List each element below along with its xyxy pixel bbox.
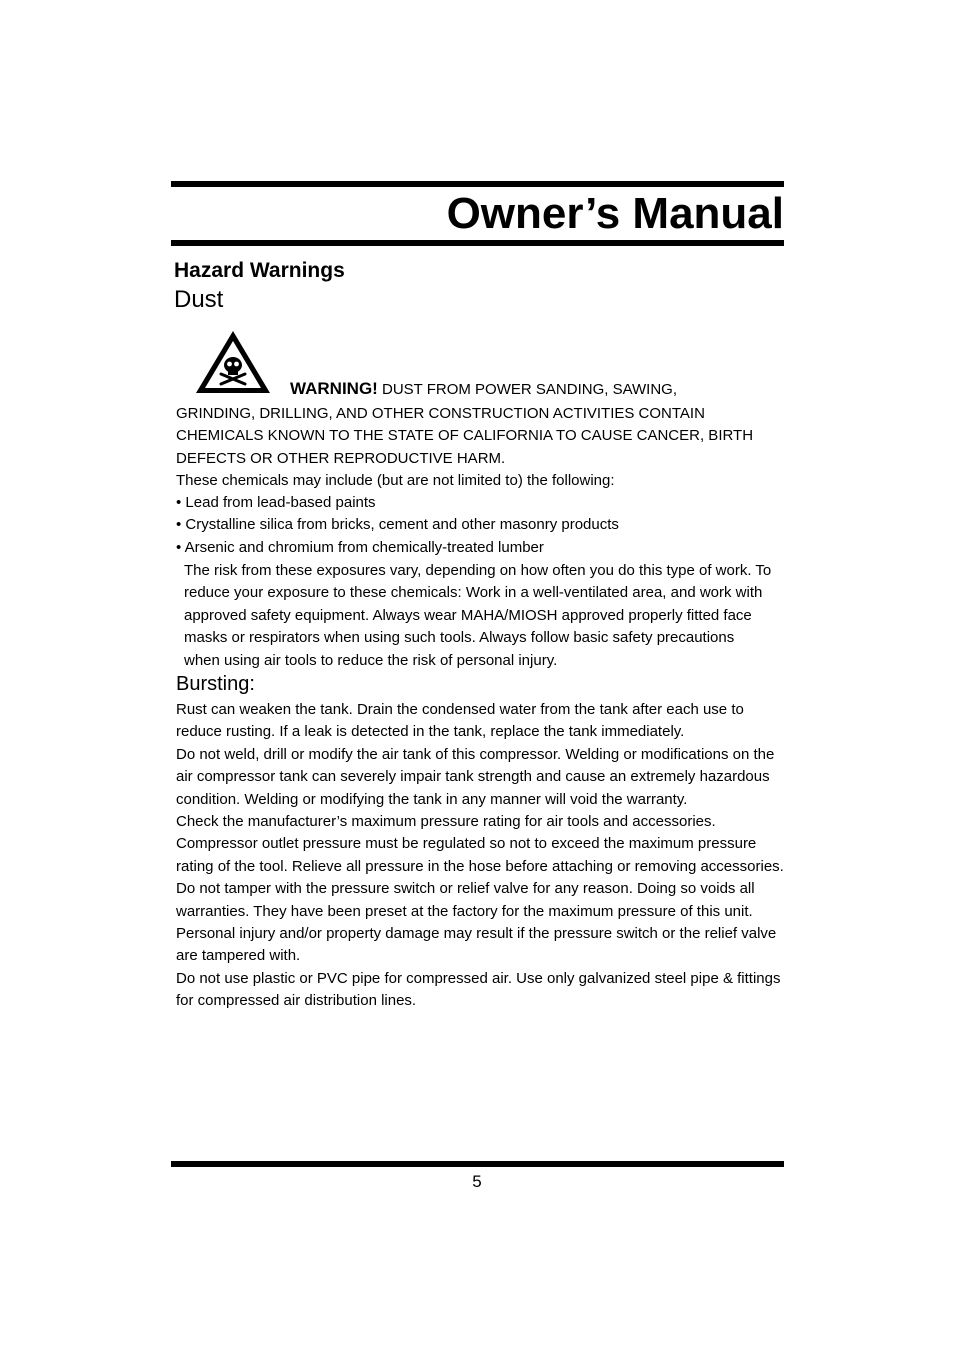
footer-rule: [171, 1161, 784, 1167]
skull-crossbones-warning-icon: [193, 328, 273, 396]
warning-text: GRINDING, DRILLING, AND OTHER CONSTRUCTION ACTIVITIES CONTAIN CHEMICALS KNOWN TO THE STATE OF CALIFORNIA TO CAUSE CANCER, BIRTH DEFECTS OR OTHER REPRODUCTIVE HARM.: [176, 405, 754, 467]
bursting-paragraph: Do not use plastic or PVC pipe for compressed air. Use only galvanized steel pipe & fittings for compressed air distribution lines.: [176, 969, 781, 1010]
chemicals-list: [176, 492, 619, 559]
bursting-body: [176, 699, 786, 1013]
list-item: • Crystalline silica from bricks, cement and other masonry products: [176, 516, 619, 534]
bursting-paragraph: Check the manufacturer’s maximum pressure rating for air tools and accessories. Compressor outlet pressure must be regulated so not to exceed the maximum pressure rating of the tool. Relieve all pressure in the hose before attaching or removing accessories.: [176, 813, 784, 875]
risk-paragraph: The risk from these exposures vary, depending on how often you do this type of work. To reduce your exposure to these chemicals: Work in a well-ventilated area, and work with approved safety equipment. Always wear MAHA/MIOSH approved properly fitted face masks or respirators when using such tools. Always follow basic safety precautions when using air tools to reduce the risk of personal injury.: [184, 562, 772, 669]
chemicals-intro: These chemicals may include (but are not limited to) the following:: [176, 472, 615, 489]
warning-label: WARNING!: [290, 379, 378, 398]
header-rule-bottom: [171, 240, 784, 246]
section-heading: Hazard Warnings: [174, 259, 345, 282]
page-title: Owner’s Manual: [446, 189, 784, 238]
warning-lead-text: DUST FROM POWER SANDING, SAWING,: [382, 381, 678, 398]
list-item: • Arsenic and chromium from chemically-treated lumber: [176, 538, 544, 556]
header-rule-top: [171, 181, 784, 187]
bursting-paragraph: Do not tamper with the pressure switch or relief valve for any reason. Doing so voids all warranties. They have been preset at the factory for the maximum pressure of this unit. Personal injury and/or property damage may result if the pressure switch or the relief valve are tampered with.: [176, 880, 777, 965]
bursting-paragraph: Rust can weaken the tank. Drain the condensed water from the tank after each use to reduce rusting. If a leak is detected in the tank, replace the tank immediately.: [176, 701, 744, 741]
bursting-heading: Bursting:: [176, 673, 255, 695]
section-subheading: Dust: [174, 286, 224, 313]
list-item: • Lead from lead-based paints: [176, 494, 376, 511]
bursting-paragraph: Do not weld, drill or modify the air tank of this compressor. Welding or modifications on the air compressor tank can severely impair tank strength and cause an extremely hazardous condition. Welding or modifying the tank in any manner will void the warranty.: [176, 745, 775, 808]
warning-lead: [290, 378, 677, 401]
page-number: 5: [472, 1172, 482, 1191]
